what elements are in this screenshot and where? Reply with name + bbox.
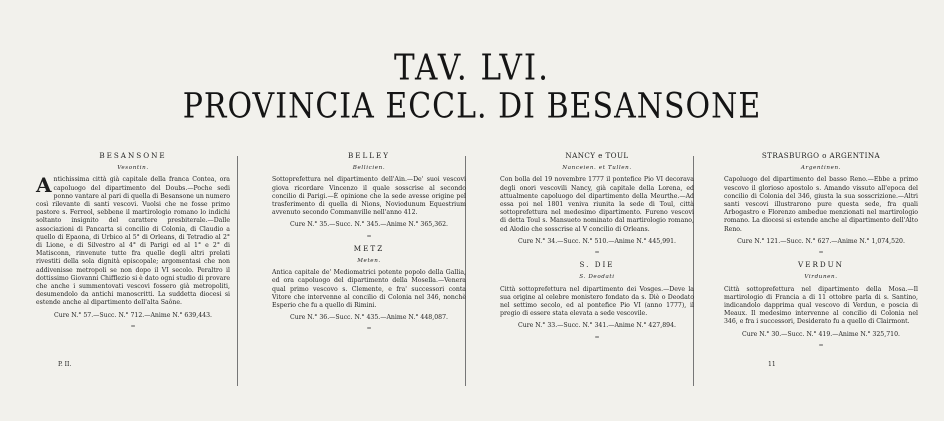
ornament: ═ (367, 325, 371, 333)
section-title: STRASBURGO o ARGENTINA (761, 151, 881, 160)
section-latin-name: Argentinen. (800, 165, 842, 172)
column-belley-metz (272, 152, 466, 338)
ornament: ═ (367, 232, 371, 240)
section-latin-name: Nanceien. et Tullen. (562, 165, 632, 172)
section-stats: Cure N.° 34.—Succ. N.° 510.—Anime N.° 445,991. (517, 237, 676, 245)
folio-right: 11 (768, 361, 776, 368)
section-body: Con bolla del 19 novembre 1777 il pontefice Pio VI decorava degli onori vescovili Nancy, già capitale della Lorena, ed attualmente capoluogo del dipartimento della Meurthe.—Ad essa poi nel 1801 veniva riunita la sede di Toul, città sottoprefettura nel medesimo dipartimento. Fureno vescovi di detta Toul s. Mansueto nominato dal martirologio romano, ed Alodio che sosscrise al V concilio di Orleans. (500, 176, 694, 233)
column-nancy-sdie (500, 152, 694, 346)
section-stats: Cure N.° 57.—Succ. N.° 712.—Anime N.° 639,443. (53, 311, 212, 319)
section-body: Sottoprefettura nel dipartimento dell'Ain.—De' suoi vescovi giova ricordare Vincenzo il quale sosscrise al secondo concilio di Parigi.—È opinione che la sede avesse origine pel trasferimento di quella di Nions, Noviodunum Equestrium avvenuto secondo Commanville nell'anno 412. (272, 176, 466, 217)
section-title: VERDUN (798, 260, 844, 270)
section-latin-name: Bellicien. (352, 165, 386, 172)
section-title: NANCY e TOUL (565, 151, 629, 160)
section-stats: Cure N.° 35.—Succ. N.° 345.—Anime N.° 365,362. (289, 221, 448, 229)
column-strasburgo-verdun (724, 152, 918, 354)
section-latin-name: Meten. (357, 258, 381, 265)
ornament: ═ (595, 249, 599, 257)
section-latin-name: S. Deodati (579, 274, 615, 281)
page-title: PROVINCIA ECCL. DI BESANSONE (182, 86, 762, 127)
section-body: Città sottoprefettura nel dipartimento dei Vosges.—Deve la sua origine al celebre monistero fondato da s. Diè o Deodato nel settimo secolo, ed al pontefice Pio VI (anno 1777), il pregio di essere stata elevata a sede vescovile. (500, 285, 694, 318)
section-title: BESANSONE (99, 151, 167, 160)
column-divider (237, 156, 238, 386)
section-latin-name: Virdunen. (804, 274, 838, 281)
ornament: ═ (595, 333, 599, 341)
ornament: ═ (819, 341, 823, 349)
section-body: Capoluogo del dipartimento del basso Reno.—Ebbe a primo vescovo il glorioso apostolo s. Amando vissuto all'epoca del concilio di Colonia del 346, giusta la sua sosscrizione.—Altri santi vescovi illustrarono pure questa sede, fra quali Arbogastro e Florenzo ambedue menzionati nel martirologio romano. La diocesi si estende anche al dipartimento dell'Alto Reno. (724, 176, 918, 233)
section-title: BELLEY (347, 151, 391, 160)
section-stats: Cure N.° 121.—Succ. N.° 627.—Anime N.° 1,074,520. (737, 237, 905, 245)
drop-cap: A (36, 173, 52, 198)
section-body (36, 173, 230, 307)
folio-left: P. II. (58, 361, 72, 368)
section-body: Antica capitale de' Mediomatrici potente popolo della Gallia, ed ora capoluogo del dipartimento della Mosella.—Venera qual primo vescovo s. Clemente, e fra' successori conta Vitore che intervenne al concilio di Colonia nel 346, nonchè Esperio che fu a quello di Rimini. (272, 269, 466, 310)
section-body: Città sottoprefettura nel dipartimento della Mosa.—Il martirologio di Francia a di 11 ottobre parla di s. Santino, indicandolo dapprima qual vescovo di Verdun, e poscia di Meaux. Il medesimo intervenne al concilio di Colonia nel 346, e fra i successori, Desiderato fu a quello di Clairmont. (724, 285, 918, 326)
plate-number: TAV. LVI. (394, 47, 550, 89)
section-body-text: ntichissima città già capitale della franca Contea, ora capoluogo del dipartimento del Doubs.—Poche sedi ponno vantare al pari di quella di Besansone un numero così rilevante di santi vescovi. Vuolsi che ne fosse primo pastore s. Ferreol, sebbene il martirologio romano lo indichi soltanto insignito del carattere presbiterale.—Dalle associazioni di Pancarta si concilio di Colonia, di Claudio a quello di Epaona, di Urbico al 5° di Orleans, di Tetradio al 2° di Lione, e di Silvestro al 4° di Parigi ed al 1° e 2° di Matisconn, rinvenute tutte fra quelle degli altri prelati rivestiti della sola dignità episcopale; argomentasi che non addivenisse metropoli se non dopo il VI secolo. Peraltro il dottissimo Giovanni Chifflezio si è dato ogni studio di provare che anche i summentovati vescovi fossero già metropoliti, desumendolo da antichi manoscritti. La suddetta diocesi si estende anche al dipartimento dell'alta Saône. (36, 176, 230, 307)
section-title: METZ (353, 243, 385, 253)
column-besansone (36, 152, 230, 335)
section-stats: Cure N.° 30.—Succ. N.° 419.—Anime N.° 325,710. (741, 330, 900, 338)
section-title: S. DIE (579, 260, 615, 270)
ornament: ═ (131, 322, 135, 330)
ornament: ═ (819, 249, 823, 257)
section-latin-name: Vesontin. (117, 165, 149, 172)
section-stats: Cure N.° 36.—Succ. N.° 435.—Anime N.° 448,087. (289, 314, 448, 322)
section-stats: Cure N.° 33.—Succ. N.° 341.—Anime N.° 427,894. (517, 322, 676, 330)
